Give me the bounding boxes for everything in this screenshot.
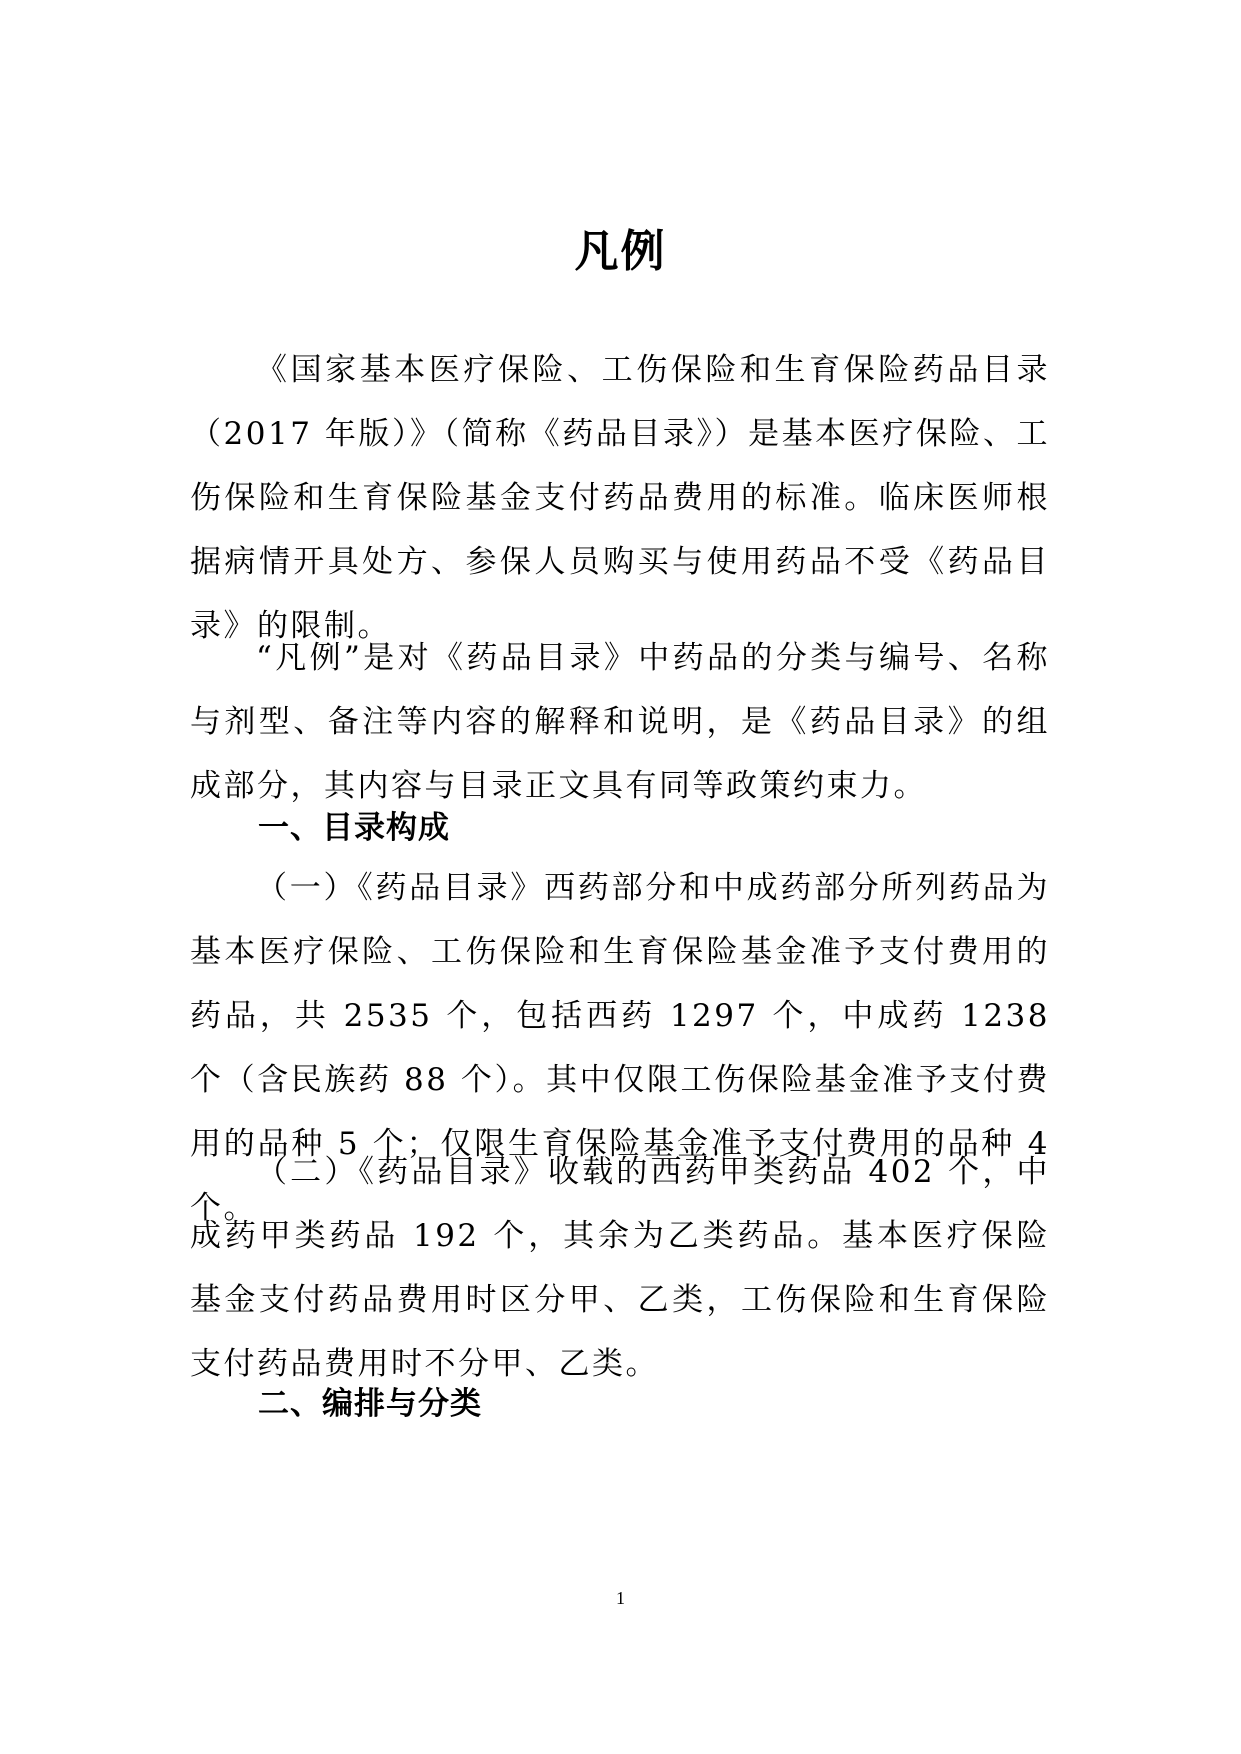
section-heading-2: 二、编排与分类 xyxy=(258,1386,482,1422)
section-heading-1: 一、目录构成 xyxy=(258,810,450,846)
intro-paragraph: 《国家基本医疗保险、工伤保险和生育保险药品目录（2017 年版）》（简称《药品目录》）是基本医疗保险、工伤保险和生育保险基金支付药品费用的标准。临床医师根据病情开具处方、参保人员购买与使用药品不受《药品目录》的限制。 xyxy=(190,352,1050,644)
section1-paragraph-2: （二）《药品目录》收载的西药甲类药品 402 个，中成药甲类药品 192 个，其余为乙类药品。基本医疗保险基金支付药品费用时区分甲、乙类，工伤保险和生育保险支付药品费用时不分甲、乙类。 xyxy=(190,1154,1050,1382)
section1-paragraph-1: （一）《药品目录》西药部分和中成药部分所列药品为基本医疗保险、工伤保险和生育保险基金准予支付费用的药品，共 2535 个，包括西药 1297 个，中成药 1238 个（含民族药 88 个）。其中仅限工伤保险基金准予支付费用的品种 5 个；仅限生育保险基金准予支付费用的品种 4 个。 xyxy=(190,870,1050,1226)
page-number: 1 xyxy=(616,1588,625,1608)
explanation-paragraph: “凡例”是对《药品目录》中药品的分类与编号、名称与剂型、备注等内容的解释和说明，是《药品目录》的组成部分，其内容与目录正文具有同等政策约束力。 xyxy=(190,640,1050,804)
page-title: 凡例 xyxy=(574,226,667,277)
